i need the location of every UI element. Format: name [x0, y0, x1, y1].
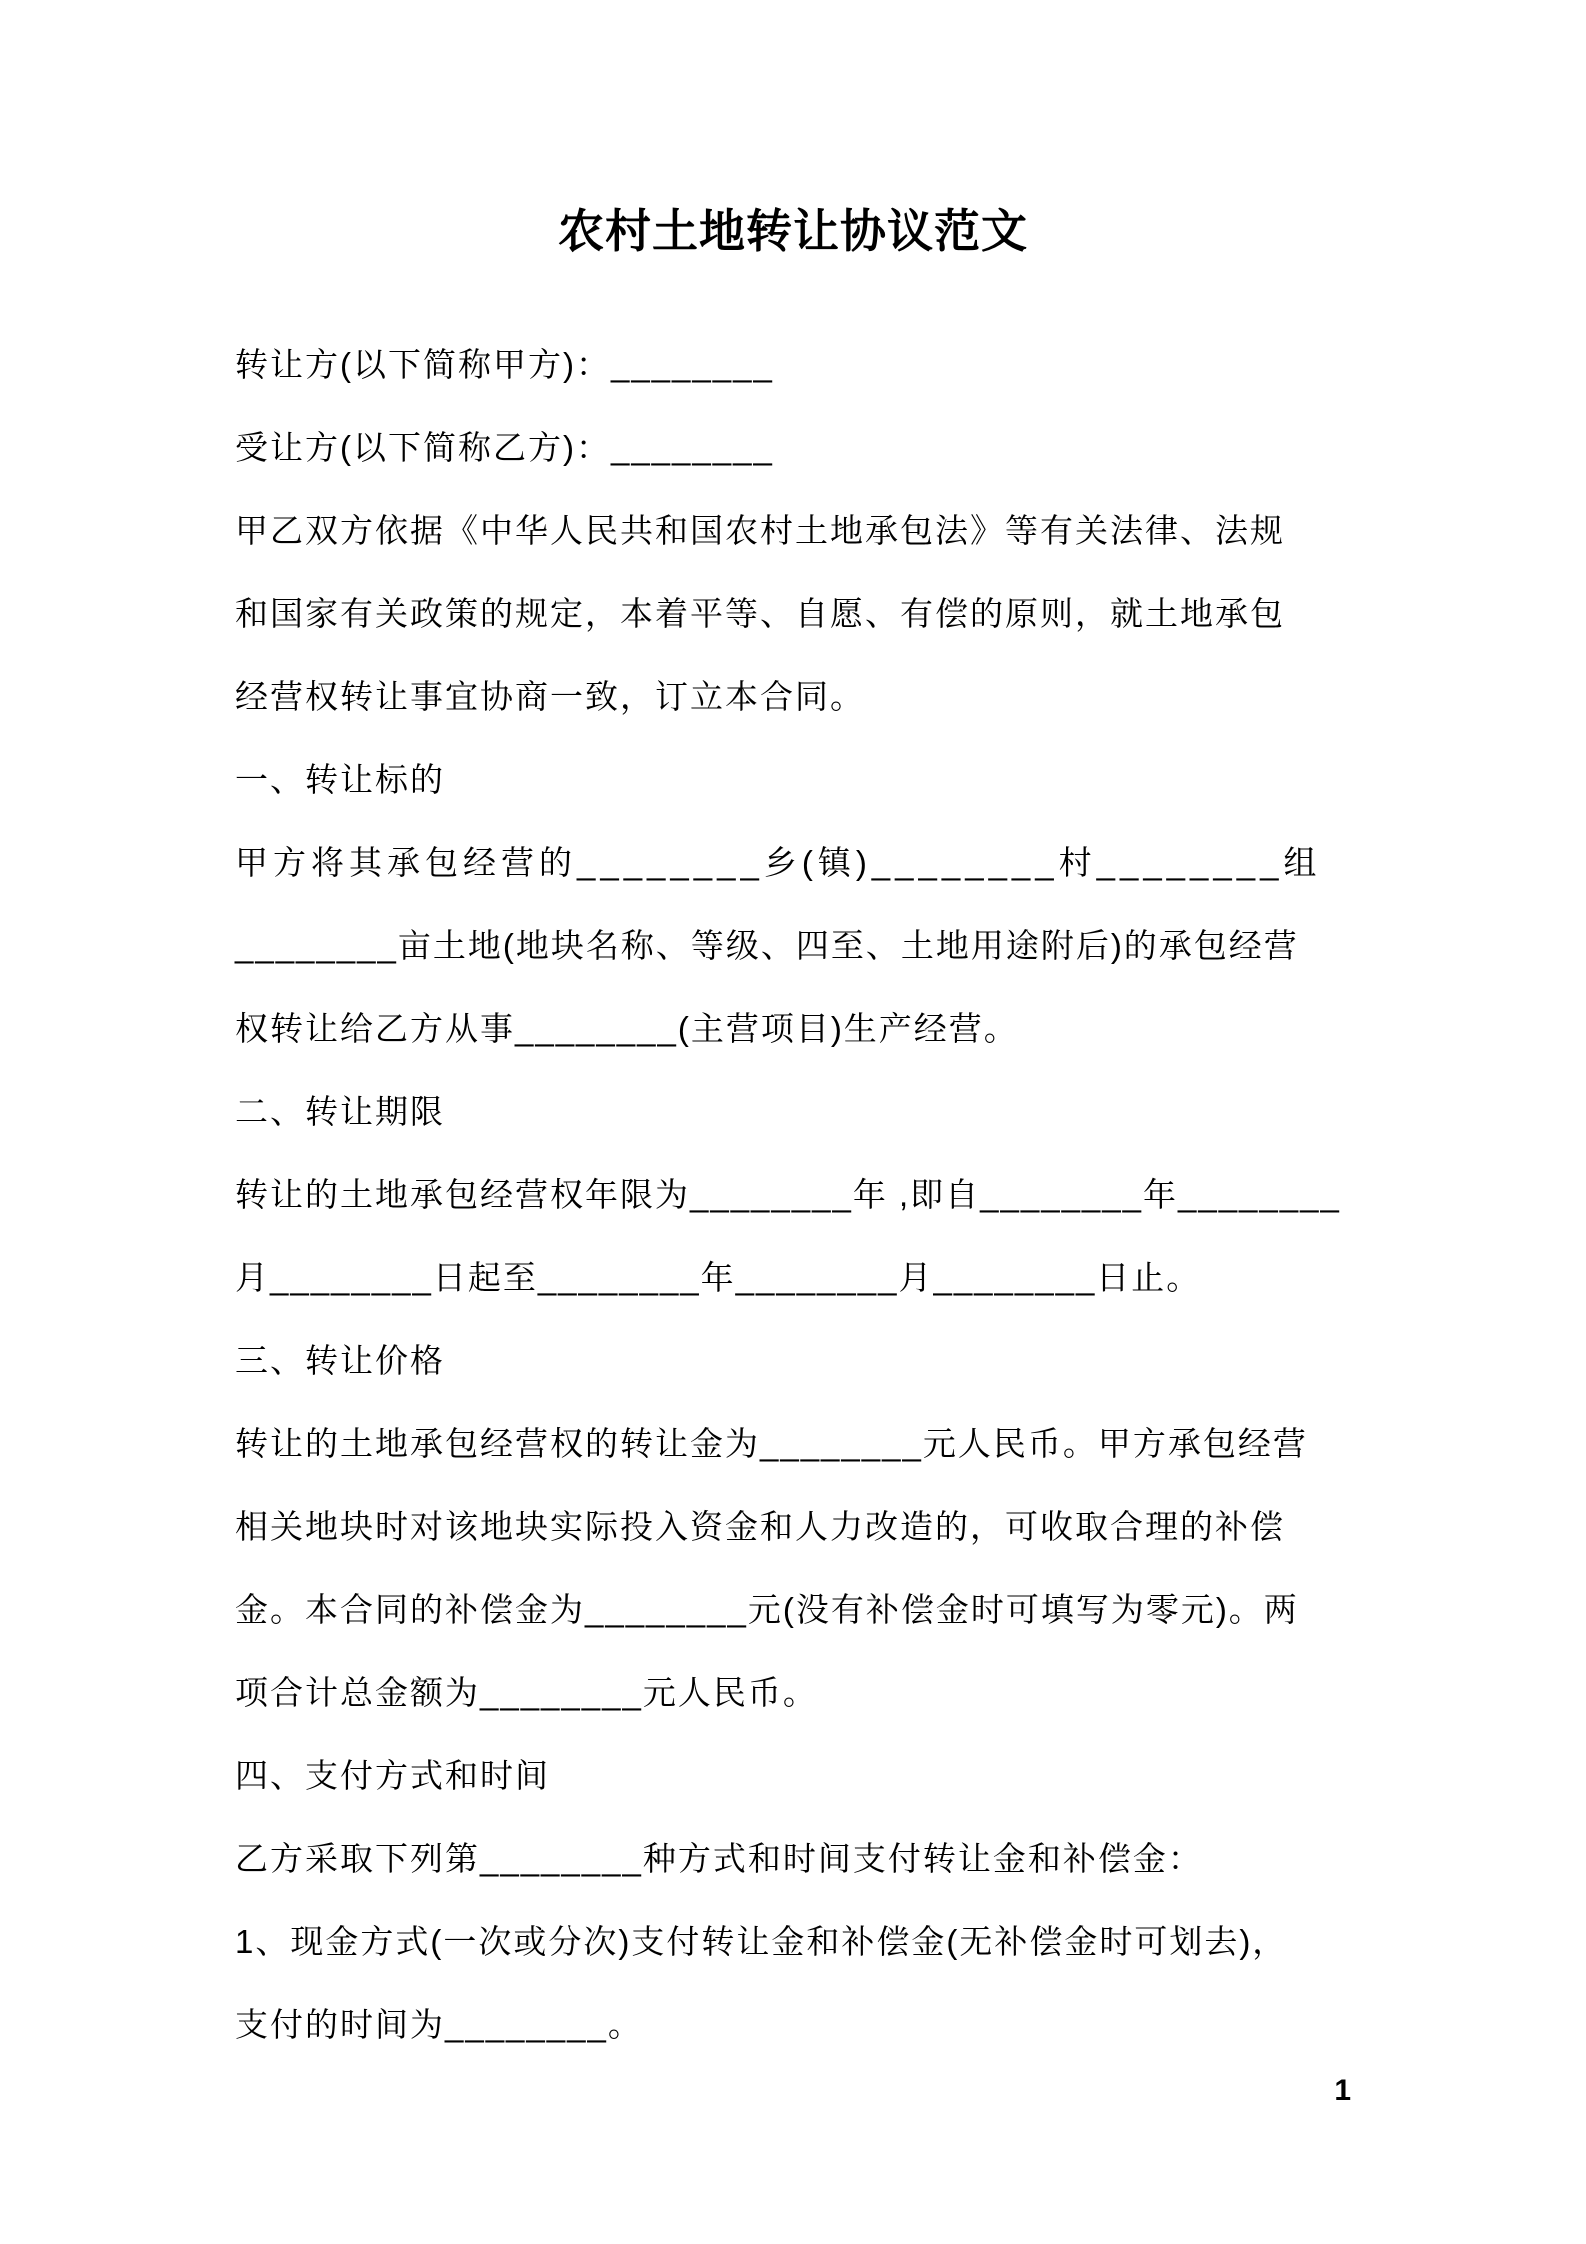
doc-line-preamble-1: 甲乙双方依据《中华人民共和国农村土地承包法》等有关法律、法规 — [235, 512, 1285, 549]
doc-heading-section-1: 一、转让标的 — [235, 761, 445, 798]
doc-line-section4-2: 1、现金方式(一次或分次)支付转让金和补偿金(无补偿金时可划去)， — [235, 1923, 1288, 1960]
doc-line-party-a: 转让方(以下简称甲方)：________ — [235, 346, 774, 383]
document-title: 农村土地转让协议范文 — [558, 205, 1028, 257]
doc-line-section1-3: 权转让给乙方从事________(主营项目)生产经营。 — [235, 1010, 1019, 1047]
doc-line-section1-2: ________亩土地(地块名称、等级、四至、土地用途附后)的承包经营 — [235, 927, 1299, 964]
doc-heading-section-4: 四、支付方式和时间 — [235, 1757, 550, 1794]
doc-line-party-b: 受让方(以下简称乙方)：________ — [235, 429, 774, 466]
doc-line-section3-3: 金。本合同的补偿金为________元(没有补偿金时可填写为零元)。两 — [235, 1591, 1299, 1628]
doc-heading-section-2: 二、转让期限 — [235, 1093, 445, 1130]
doc-line-section1-1: 甲方将其承包经营的________乡(镇)________村________组 — [235, 844, 1322, 881]
doc-line-section4-1: 乙方采取下列第________种方式和时间支付转让金和补偿金： — [235, 1840, 1203, 1877]
doc-line-preamble-3: 经营权转让事宜协商一致，订立本合同。 — [235, 678, 865, 715]
doc-line-section3-1: 转让的土地承包经营权的转让金为________元人民币。甲方承包经营 — [235, 1425, 1308, 1462]
doc-line-section3-2: 相关地块时对该地块实际投入资金和人力改造的，可收取合理的补偿 — [235, 1508, 1285, 1545]
doc-heading-section-3: 三、转让价格 — [235, 1342, 445, 1379]
doc-line-preamble-2: 和国家有关政策的规定，本着平等、自愿、有偿的原则，就土地承包 — [235, 595, 1285, 632]
page-number: 1 — [1334, 2074, 1351, 2107]
doc-line-section3-4: 项合计总金额为________元人民币。 — [235, 1674, 818, 1711]
doc-line-section4-3: 支付的时间为________。 — [235, 2006, 643, 2043]
doc-line-section2-1: 转让的土地承包经营权年限为________年 ,即自________年________ — [235, 1176, 1341, 1213]
doc-line-section2-2: 月________日起至________年________月________日止。 — [235, 1259, 1202, 1296]
document-body — [235, 323, 1351, 2066]
